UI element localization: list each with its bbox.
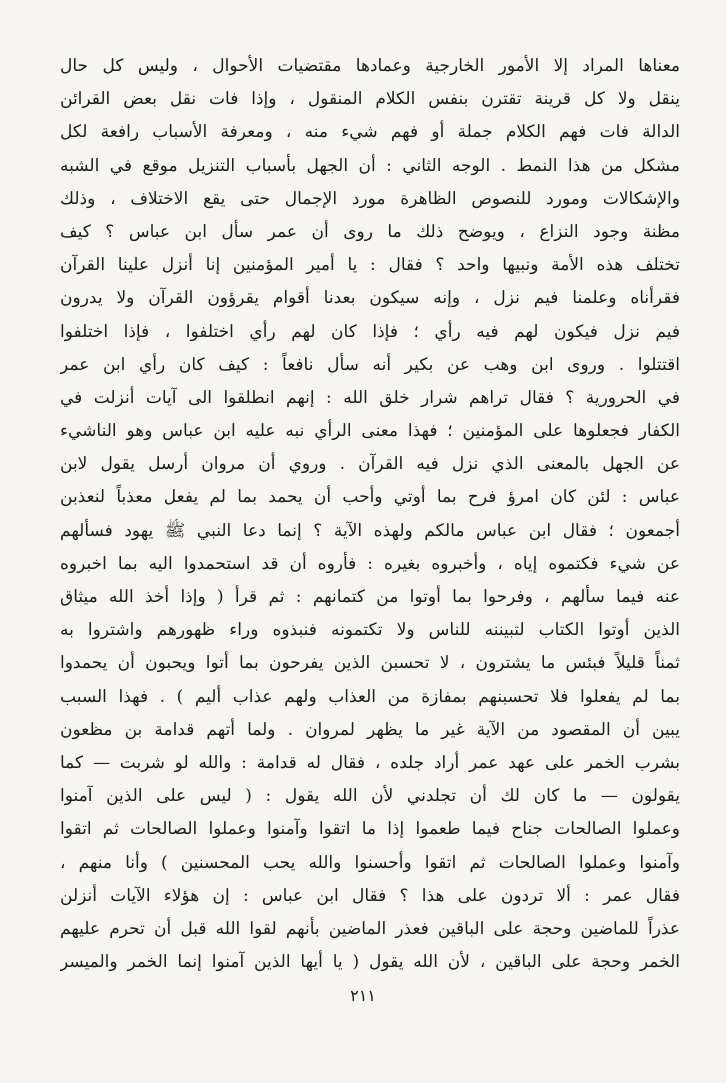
text-line: ينقل ولا كل قرينة تقترن بنفس الكلام المنقول ، وإذا فات نقل بعض القرائن (60, 89, 680, 110)
text-line: بشرب الخمر على عهد عمر أراد جلده ، فقال له قدامة : والله لو شربت — كما (60, 752, 680, 773)
text-line: معناها المراد إلا الأمور الخارجية وعمادها مقتضيات الأحوال ، وليس كل حال (60, 56, 680, 76)
text-line: يقولون — ما كان لك أن تجلدني لأن الله يقول : ( ليس على الذين آمنوا (60, 786, 680, 807)
text-line: عن الجهل بالمعنى الذي نزل فيه القرآن . وروي أن مروان أرسل يقول لابن (60, 454, 680, 475)
text-line: عذراً للماضين وحجة على الباقين فعذر الماضين بأنهم لقوا الله قبل أن تحرم عليهم (60, 918, 680, 939)
text-line: يبين أن المقصود من الآية غير ما يظهر لمروان . ولما أتهم قدامة بن مظعون (60, 719, 680, 740)
page-number: ٢١١ (350, 986, 376, 1005)
text-line: الدالة فات فهم الكلام جملة أو فهم شيء منه ، ومعرفة الأسباب رافعة لكل (60, 122, 680, 143)
text-line: مشكل من هذا النمط . الوجه الثاني : أن الجهل بأسباب التنزيل موقع في الشبه (60, 155, 680, 176)
text-line: وآمنوا وعملوا الصالحات ثم اتقوا وأحسنوا والله يحب المحسنين ) وأنا منهم ، (60, 852, 680, 873)
text-line: عنه فيما سألهم ، وفرحوا بما أوتوا من كتمانهم : ثم قرأ ( وإذا أخذ الله ميثاق (60, 587, 680, 607)
text-line: الخمر وحجة على الباقين ، لأن الله يقول ( يا أيها الذين آمنوا إنما الخمر والميسر (60, 952, 680, 973)
text-line: الذين أوتوا الكتاب لتبيننه للناس ولا تكتمونه فنبذوه وراء ظهورهم واشتروا به (60, 620, 680, 641)
text-line: عباس : لئن كان امرؤ فرح بما أوتي وأحب أن يحمد بما لم يفعل معذباً لنعذبن (60, 487, 680, 508)
text-line: اقتتلوا . وروى ابن وهب عن بكير أنه سأل نافعاً : كيف كان رأي ابن عمر (60, 354, 680, 375)
text-line: عن شيء فكتموه إياه ، وأخبروه بغيره : فأروه أن قد استحمدوا اليه بما اخبروه (60, 553, 680, 574)
text-line: أجمعون ؛ فقال ابن عباس مالكم ولهذه الآية ؟ إنما دعا النبي ﷺ يهود فسألهم (60, 520, 680, 541)
text-line: بما لم يفعلوا فلا تحسبنهم بمفازة من العذاب ولهم عذاب أليم ) . فهذا السبب (60, 686, 680, 707)
text-line: وعملوا الصالحات جناح فيما طعموا إذا ما اتقوا وآمنوا وعملوا الصالحات ثم اتقوا (60, 819, 680, 840)
text-line: فيم نزل فيكون لهم فيه رأي ؛ فإذا كان لهم رأي اختلفوا ، فإذا اختلفوا (60, 321, 680, 342)
text-line: فقرأناه وعلمنا فيم نزل ، وإنه سيكون بعدنا أقوام يقرؤون القرآن ولا يدرون (60, 288, 680, 309)
text-line: في الحرورية ؟ فقال تراهم شرار خلق الله : إنهم انطلقوا الى آيات أنزلت في (60, 387, 680, 408)
text-line: الكفار فجعلوها على المؤمنين ؛ فهذا معنى الرأي نبه عليه ابن عباس وهو الناشيء (60, 421, 680, 442)
text-line: تختلف هذه الأمة ونبيها واحد ؟ فقال : يا أمير المؤمنين إنا أنزل علينا القرآن (60, 255, 680, 276)
text-line: فقال عمر : ألا تردون على هذا ؟ فقال ابن عباس : إن هؤلاء الآيات أنزلن (60, 885, 680, 906)
text-line: والإشكالات ومورد للنصوص الظاهرة مورد الإجمال حتى يقع الاختلاف ، وذلك (60, 188, 680, 209)
page-body-text (60, 50, 680, 979)
text-line: مظنة وجود النزاع ، ويوضح ذلك ما روى أن عمر سأل ابن عباس ؟ كيف (60, 221, 680, 242)
text-line: ثمناً قليلاً فبئس ما يشترون ، لا تحسبن الذين يفرحون بما أتوا ويحبون أن يحمدوا (60, 653, 680, 674)
